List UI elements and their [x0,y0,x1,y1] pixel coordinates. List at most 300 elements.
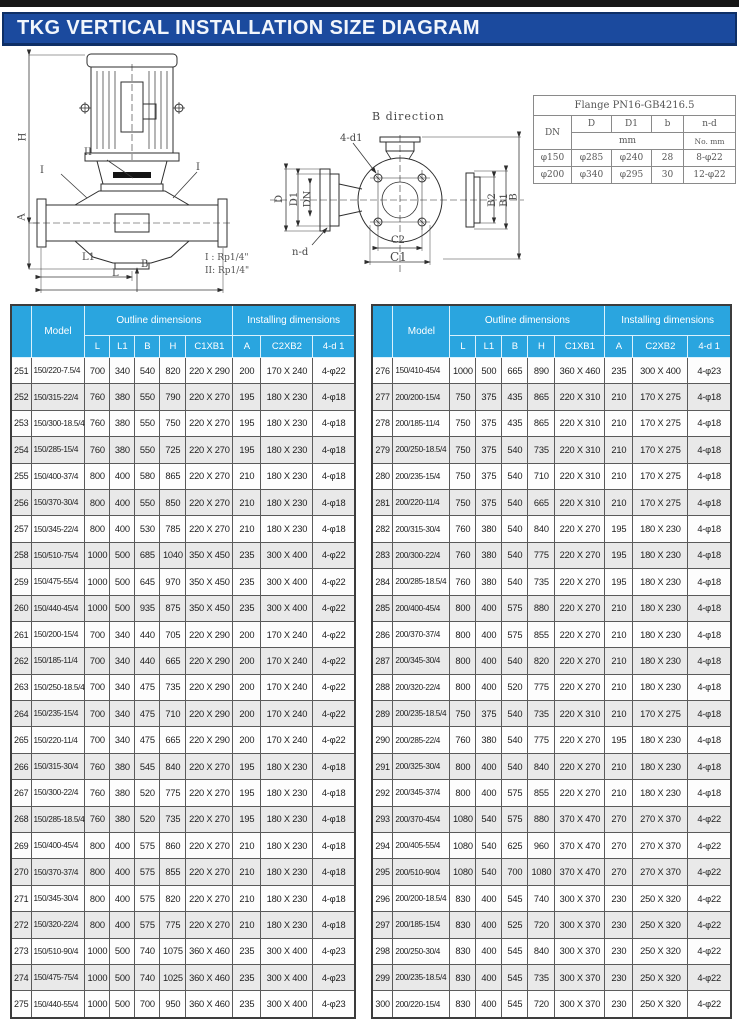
flange-spec-table [533,95,736,184]
model-cell: 200/370-37/4 [393,621,450,647]
c1xb1-cell: 220 X 270 [555,542,605,568]
h-cell: 875 [160,595,186,621]
table-row [11,384,355,410]
4d1-cell: 4-φ18 [313,753,355,779]
l-cell: 750 [450,384,476,410]
c2xb2-cell: 180 X 230 [261,806,313,832]
l1-cell: 400 [110,859,135,885]
l1-cell: 375 [476,437,502,463]
b-cell: 575 [135,859,160,885]
header-model: Model [31,305,85,358]
4d1-cell: 4-φ18 [688,648,731,674]
l-cell: 1000 [85,542,110,568]
l1-cell: 375 [476,384,502,410]
a-cell: 210 [233,833,261,859]
l1-cell: 400 [476,648,502,674]
flange-nd-cell: 8-φ22 [684,150,736,167]
c2xb2-cell: 250 X 320 [633,991,688,1018]
table-row [11,780,355,806]
a-cell: 210 [605,595,633,621]
c1xb1-cell: 220 X 270 [186,516,233,542]
model-cell: 200/185-11/4 [393,410,450,436]
table-row [11,833,355,859]
4d1-cell: 4-φ18 [688,753,731,779]
h-cell: 960 [528,833,555,859]
row-number-cell: 286 [372,621,393,647]
model-cell: 200/300-22/4 [393,542,450,568]
c2xb2-cell: 170 X 275 [633,437,688,463]
4d1-cell: 4-φ18 [313,489,355,515]
l-cell: 800 [85,859,110,885]
l1-cell: 380 [476,542,502,568]
4d1-cell: 4-φ18 [313,806,355,832]
c1xb1-cell: 220 X 270 [186,437,233,463]
model-cell: 200/315-30/4 [393,516,450,542]
4d1-cell: 4-φ18 [313,885,355,911]
h-cell: 735 [528,701,555,727]
c1xb1-cell: 300 X 370 [555,964,605,990]
l1-cell: 375 [476,489,502,515]
flange-nd-cell: 12-φ22 [684,167,736,184]
c1xb1-cell: 220 X 270 [555,753,605,779]
a-cell: 235 [233,569,261,595]
b-cell: 435 [502,410,528,436]
a-cell: 210 [233,463,261,489]
h-cell: 1075 [160,938,186,964]
c2xb2-cell: 250 X 320 [633,912,688,938]
row-number-cell: 292 [372,780,393,806]
model-cell: 150/300-18.5/4 [31,410,85,436]
l-cell: 1000 [85,964,110,990]
h-cell: 1040 [160,542,186,568]
header-4d1: 4-d 1 [688,336,731,358]
table-row [11,885,355,911]
row-number-cell: 259 [11,569,31,595]
c2xb2-cell: 250 X 320 [633,964,688,990]
row-number-cell: 287 [372,648,393,674]
a-cell: 210 [605,384,633,410]
model-cell: 150/510-75/4 [31,542,85,568]
table-row [11,912,355,938]
4d1-cell: 4-φ22 [313,701,355,727]
row-number-cell: 260 [11,595,31,621]
h-cell: 710 [528,463,555,489]
c1xb1-cell: 300 X 370 [555,991,605,1018]
l-cell: 800 [450,621,476,647]
dim-label-nd: n-d [292,247,309,258]
table-row [11,648,355,674]
header-l1: L1 [110,336,135,358]
l1-cell: 500 [110,595,135,621]
c2xb2-cell: 300 X 400 [261,938,313,964]
l-cell: 800 [450,595,476,621]
c1xb1-cell: 220 X 290 [186,621,233,647]
b-cell: 740 [135,938,160,964]
c1xb1-cell: 220 X 270 [555,595,605,621]
c2xb2-cell: 180 X 230 [261,384,313,410]
flange-table-title: Flange PN16-GB4216.5 [534,96,736,116]
l-cell: 800 [450,780,476,806]
c2xb2-cell: 270 X 370 [633,833,688,859]
header-a: A [233,336,261,358]
table-row [11,542,355,568]
table-row [11,516,355,542]
l1-cell: 400 [110,489,135,515]
c2xb2-cell: 170 X 240 [261,727,313,753]
row-number-cell: 278 [372,410,393,436]
row-number-cell: 294 [372,833,393,859]
row-number-cell: 276 [372,358,393,384]
c1xb1-cell: 370 X 470 [555,806,605,832]
a-cell: 210 [605,463,633,489]
l-cell: 700 [85,701,110,727]
a-cell: 200 [233,701,261,727]
model-cell: 200/370-45/4 [393,806,450,832]
l-cell: 1000 [450,358,476,384]
c2xb2-cell: 180 X 230 [633,674,688,700]
model-cell: 150/400-45/4 [31,833,85,859]
a-cell: 235 [233,938,261,964]
model-cell: 200/285-18.5/4 [393,569,450,595]
4d1-cell: 4-φ22 [688,833,731,859]
4d1-cell: 4-φ18 [688,727,731,753]
table-row [11,674,355,700]
b-cell: 525 [502,912,528,938]
model-cell: 200/325-30/4 [393,753,450,779]
a-cell: 195 [233,437,261,463]
l-cell: 800 [85,912,110,938]
l1-cell: 540 [476,833,502,859]
a-cell: 235 [233,595,261,621]
table-row [11,410,355,436]
a-cell: 195 [233,753,261,779]
4d1-cell: 4-φ22 [688,912,731,938]
model-cell: 150/220-11/4 [31,727,85,753]
l-cell: 700 [85,648,110,674]
c2xb2-cell: 180 X 230 [261,885,313,911]
b-cell: 540 [502,727,528,753]
row-number-cell: 277 [372,384,393,410]
b-cell: 645 [135,569,160,595]
c2xb2-cell: 180 X 230 [261,463,313,489]
b-cell: 545 [502,964,528,990]
row-number-cell: 280 [372,463,393,489]
flange-header-d1: D1 [612,116,652,133]
row-number-cell: 293 [372,806,393,832]
4d1-cell: 4-φ18 [313,384,355,410]
row-number-cell: 300 [372,991,393,1018]
flange-header-dn: DN [534,116,572,150]
l-cell: 700 [85,358,110,384]
l1-cell: 400 [476,938,502,964]
4d1-cell: 4-φ23 [313,991,355,1018]
b-cell: 665 [502,358,528,384]
b-direction-title: B direction [372,110,445,123]
l-cell: 760 [85,410,110,436]
diagrams-section [0,48,739,302]
c1xb1-cell: 350 X 450 [186,542,233,568]
l1-cell: 340 [110,674,135,700]
h-cell: 665 [528,489,555,515]
a-cell: 200 [233,621,261,647]
flange-d1-cell: φ240 [612,150,652,167]
l1-cell: 380 [110,753,135,779]
b-cell: 540 [135,358,160,384]
b-cell: 540 [502,437,528,463]
l1-cell: 500 [110,938,135,964]
a-cell: 210 [233,489,261,515]
c1xb1-cell: 220 X 270 [186,806,233,832]
row-number-cell: 265 [11,727,31,753]
model-cell: 150/440-55/4 [31,991,85,1018]
l1-cell: 400 [110,463,135,489]
c1xb1-cell: 220 X 270 [186,410,233,436]
row-number-cell: 251 [11,358,31,384]
flange-dn-cell: φ150 [534,150,572,167]
dim-label-b-right: B [508,193,520,201]
model-cell: 200/250-30/4 [393,938,450,964]
header-b: B [135,336,160,358]
b-cell: 550 [135,410,160,436]
row-number-cell: 264 [11,701,31,727]
4d1-cell: 4-φ23 [688,358,731,384]
header-l: L [450,336,476,358]
table-row [372,701,731,727]
table-row [372,833,731,859]
a-cell: 210 [605,648,633,674]
row-number-cell: 267 [11,780,31,806]
model-cell: 150/475-55/4 [31,569,85,595]
flange-row [534,167,736,184]
l1-cell: 375 [476,410,502,436]
l-cell: 800 [450,674,476,700]
c2xb2-cell: 170 X 240 [261,621,313,647]
table-header [372,305,731,358]
h-cell: 840 [528,516,555,542]
l-cell: 750 [450,701,476,727]
model-cell: 200/235-15/4 [393,463,450,489]
l-cell: 750 [450,437,476,463]
a-cell: 210 [605,437,633,463]
h-cell: 850 [160,489,186,515]
c1xb1-cell: 220 X 270 [186,859,233,885]
4d1-cell: 4-φ18 [313,912,355,938]
l-cell: 830 [450,964,476,990]
model-cell: 150/285-18.5/4 [31,806,85,832]
4d1-cell: 4-φ23 [313,964,355,990]
4d1-cell: 4-φ22 [688,806,731,832]
l-cell: 760 [85,437,110,463]
a-cell: 230 [605,964,633,990]
header-outline-dimensions: Outline dimensions [450,305,605,336]
a-cell: 200 [233,727,261,753]
l-cell: 750 [450,489,476,515]
c1xb1-cell: 370 X 470 [555,859,605,885]
c2xb2-cell: 170 X 240 [261,701,313,727]
model-cell: 150/220-7.5/4 [31,358,85,384]
h-cell: 705 [160,621,186,647]
h-cell: 740 [528,885,555,911]
c1xb1-cell: 350 X 450 [186,569,233,595]
l-cell: 800 [85,489,110,515]
model-cell: 200/345-30/4 [393,648,450,674]
c1xb1-cell: 220 X 290 [186,648,233,674]
a-cell: 210 [605,621,633,647]
c2xb2-cell: 300 X 400 [261,569,313,595]
c2xb2-cell: 180 X 230 [633,542,688,568]
4d1-cell: 4-φ18 [688,437,731,463]
l-cell: 750 [450,463,476,489]
4d1-cell: 4-φ18 [313,463,355,489]
b-cell: 540 [502,701,528,727]
h-cell: 775 [160,780,186,806]
model-cell: 200/235-18.5/4 [393,701,450,727]
4d1-cell: 4-φ18 [688,569,731,595]
table-row [11,806,355,832]
b-cell: 520 [135,806,160,832]
4d1-cell: 4-φ18 [688,463,731,489]
b-cell: 540 [502,542,528,568]
4d1-cell: 4-φ23 [313,938,355,964]
model-cell: 200/220-11/4 [393,489,450,515]
table-row [372,780,731,806]
model-cell: 200/345-37/4 [393,780,450,806]
row-number-cell: 257 [11,516,31,542]
model-cell: 150/345-22/4 [31,516,85,542]
header-installing-dimensions: Installing dimensions [233,305,355,336]
b-cell: 530 [135,516,160,542]
h-cell: 820 [160,885,186,911]
row-number-cell: 288 [372,674,393,700]
h-cell: 735 [528,437,555,463]
b-cell: 575 [502,806,528,832]
table-row [11,701,355,727]
a-cell: 195 [605,569,633,595]
l-cell: 800 [85,516,110,542]
h-cell: 880 [528,595,555,621]
h-cell: 855 [528,621,555,647]
a-cell: 210 [233,912,261,938]
table-row [372,463,731,489]
table-row [372,358,731,384]
b-cell: 545 [502,885,528,911]
dim-label-h: H [17,132,29,142]
model-cell: 150/235-15/4 [31,701,85,727]
row-number-cell: 270 [11,859,31,885]
c1xb1-cell: 220 X 270 [555,569,605,595]
model-cell: 200/510-90/4 [393,859,450,885]
h-cell: 735 [528,964,555,990]
l1-cell: 500 [110,569,135,595]
table-row [372,991,731,1018]
c1xb1-cell: 220 X 270 [555,516,605,542]
4d1-cell: 4-φ18 [688,410,731,436]
l1-cell: 380 [110,410,135,436]
table-row [372,964,731,990]
b-cell: 580 [135,463,160,489]
h-cell: 855 [160,859,186,885]
a-cell: 210 [605,753,633,779]
l1-cell: 400 [476,885,502,911]
row-number-cell: 291 [372,753,393,779]
model-cell: 200/405-55/4 [393,833,450,859]
4d1-cell: 4-φ22 [313,621,355,647]
row-number-cell: 256 [11,489,31,515]
row-number-cell: 290 [372,727,393,753]
b-cell: 475 [135,674,160,700]
table-row [372,912,731,938]
l1-cell: 500 [110,964,135,990]
row-number-cell: 262 [11,648,31,674]
b-cell: 700 [135,991,160,1018]
l1-cell: 400 [476,912,502,938]
table-row [11,569,355,595]
l-cell: 830 [450,912,476,938]
h-cell: 775 [528,542,555,568]
c2xb2-cell: 300 X 400 [261,991,313,1018]
l1-cell: 375 [476,463,502,489]
c1xb1-cell: 220 X 270 [186,885,233,911]
header-model: Model [393,305,450,358]
h-cell: 840 [160,753,186,779]
c2xb2-cell: 270 X 370 [633,806,688,832]
model-cell: 200/285-22/4 [393,727,450,753]
row-number-cell: 279 [372,437,393,463]
h-cell: 1025 [160,964,186,990]
c2xb2-cell: 180 X 230 [261,833,313,859]
a-cell: 270 [605,859,633,885]
c2xb2-cell: 300 X 400 [261,542,313,568]
a-cell: 235 [233,964,261,990]
row-number-cell: 254 [11,437,31,463]
a-cell: 195 [605,727,633,753]
model-cell: 150/440-45/4 [31,595,85,621]
4d1-cell: 4-φ18 [313,780,355,806]
c1xb1-cell: 220 X 270 [555,621,605,647]
l1-cell: 380 [110,437,135,463]
c2xb2-cell: 180 X 230 [633,780,688,806]
c1xb1-cell: 220 X 310 [555,437,605,463]
l-cell: 1000 [85,938,110,964]
c1xb1-cell: 220 X 270 [186,833,233,859]
b-cell: 540 [502,569,528,595]
table-row [11,991,355,1018]
row-number-cell: 253 [11,410,31,436]
row-number-cell: 285 [372,595,393,621]
4d1-cell: 4-φ22 [313,674,355,700]
table-row [11,859,355,885]
l1-cell: 400 [476,621,502,647]
a-cell: 195 [605,516,633,542]
l1-cell: 500 [110,991,135,1018]
row-number-cell: 258 [11,542,31,568]
c2xb2-cell: 250 X 320 [633,938,688,964]
a-cell: 210 [605,780,633,806]
c1xb1-cell: 220 X 290 [186,674,233,700]
h-cell: 750 [160,410,186,436]
h-cell: 710 [160,701,186,727]
b-cell: 935 [135,595,160,621]
table-row [11,489,355,515]
c1xb1-cell: 360 X 460 [186,991,233,1018]
c1xb1-cell: 220 X 290 [186,727,233,753]
l1-cell: 340 [110,648,135,674]
c2xb2-cell: 270 X 370 [633,859,688,885]
row-number-cell: 283 [372,542,393,568]
c2xb2-cell: 170 X 275 [633,384,688,410]
row-number-cell: 295 [372,859,393,885]
c2xb2-cell: 180 X 230 [633,753,688,779]
